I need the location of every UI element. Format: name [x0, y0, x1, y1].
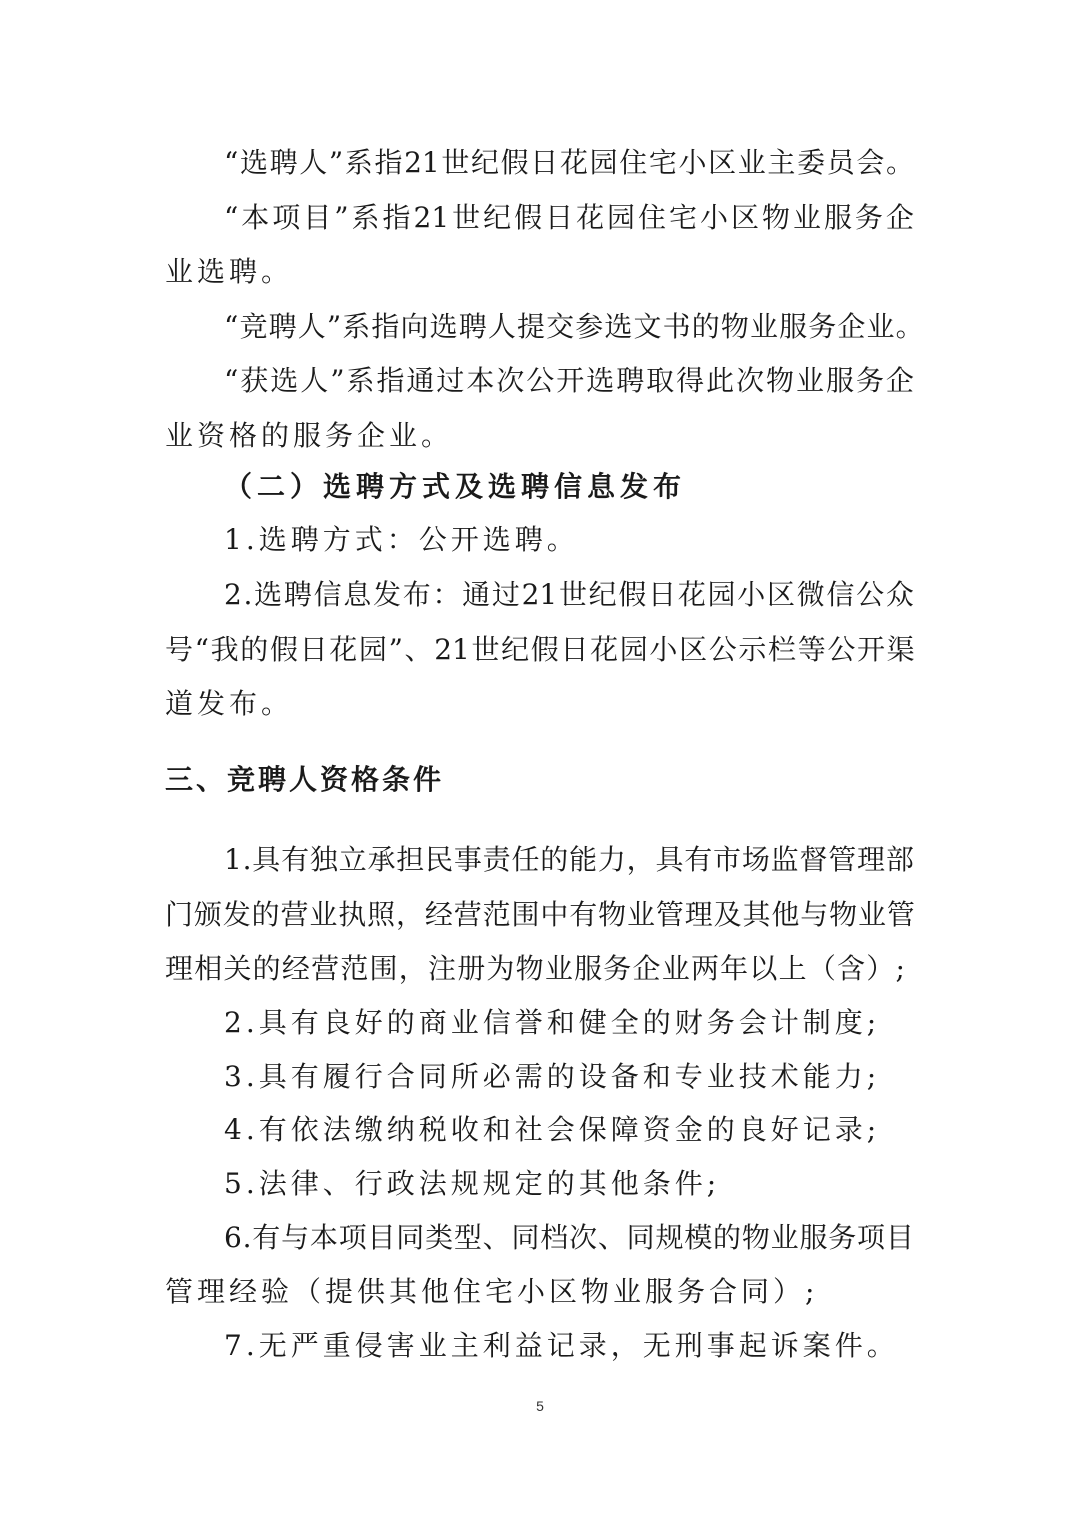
definition-line-4-cont: 业资格的服务企业。 [165, 419, 454, 452]
requirement-5: 5.法律、行政法规规定的其他条件; [224, 1167, 721, 1200]
definition-line-4: “ 获 选 人 ” 系 指 通 过 本 次 公 开 选 聘 取 得 此 次 物 业 服 务 企 [224, 364, 914, 397]
subsection-heading: （二）选聘方式及选聘信息发布 [224, 470, 687, 503]
requirement-2: 2.具有良好的商业信誉和健全的财务会计制度; [224, 1006, 881, 1039]
requirement-1-line-3: 理 相 关 的 经 营 范 围 ， 注 册 为 物 业 服 务 企 业 两 年 以 上 （ 含 ） ; [165, 952, 905, 985]
requirement-3: 3.具有履行合同所必需的设备和专业技术能力; [224, 1060, 881, 1093]
section-heading: 三、竞聘人资格条件 [165, 763, 445, 796]
requirement-6-line-1: 6 . 有 与 本 项 目 同 类 型 、 同 档 次 、 同 规 模 的 物 业 服 务 项 目 [224, 1221, 914, 1254]
definition-line-3: “ 竞 聘 人 ” 系 指 向 选 聘 人 提 交 参 选 文 书 的 物 业 服 务 企 业 。 [224, 310, 924, 343]
method-line: 1.选聘方式：公开选聘。 [224, 523, 579, 556]
requirement-7: 7.无严重侵害业主利益记录，无刑事起诉案件。 [224, 1329, 899, 1362]
publish-line-3: 道发布。 [165, 687, 294, 720]
requirement-6-line-2: 管理经验（提供其他住宅小区物业服务合同）; [165, 1275, 819, 1308]
definition-line-2: “ 本 项 目 ” 系 指 21 世 纪 假 日 花 园 住 宅 小 区 物 业 服 务 企 [224, 201, 914, 234]
definition-line-1: “ 选 聘 人 ” 系 指 21 世 纪 假 日 花 园 住 宅 小 区 业 主 委 员 会 。 [224, 146, 914, 179]
publish-line-2: 号 “ 我 的 假 日 花 园 ” 、 21 世 纪 假 日 花 园 小 区 公 示 栏 等 公 开 渠 [165, 633, 915, 666]
definition-line-2-cont: 业选聘。 [165, 255, 294, 288]
requirement-1-line-1: 1 . 具 有 独 立 承 担 民 事 责 任 的 能 力 ， 具 有 市 场 监 督 管 理 部 [224, 843, 914, 876]
requirement-4: 4.有依法缴纳税收和社会保障资金的良好记录; [224, 1113, 881, 1146]
requirement-1-line-2: 门 颁 发 的 营 业 执 照 ， 经 营 范 围 中 有 物 业 管 理 及 其 他 与 物 业 管 [165, 898, 915, 931]
page-number: 5 [536, 1398, 544, 1414]
publish-line-1: 2 . 选 聘 信 息 发 布 ： 通 过 21 世 纪 假 日 花 园 小 区 微 信 公 众 [224, 578, 914, 611]
